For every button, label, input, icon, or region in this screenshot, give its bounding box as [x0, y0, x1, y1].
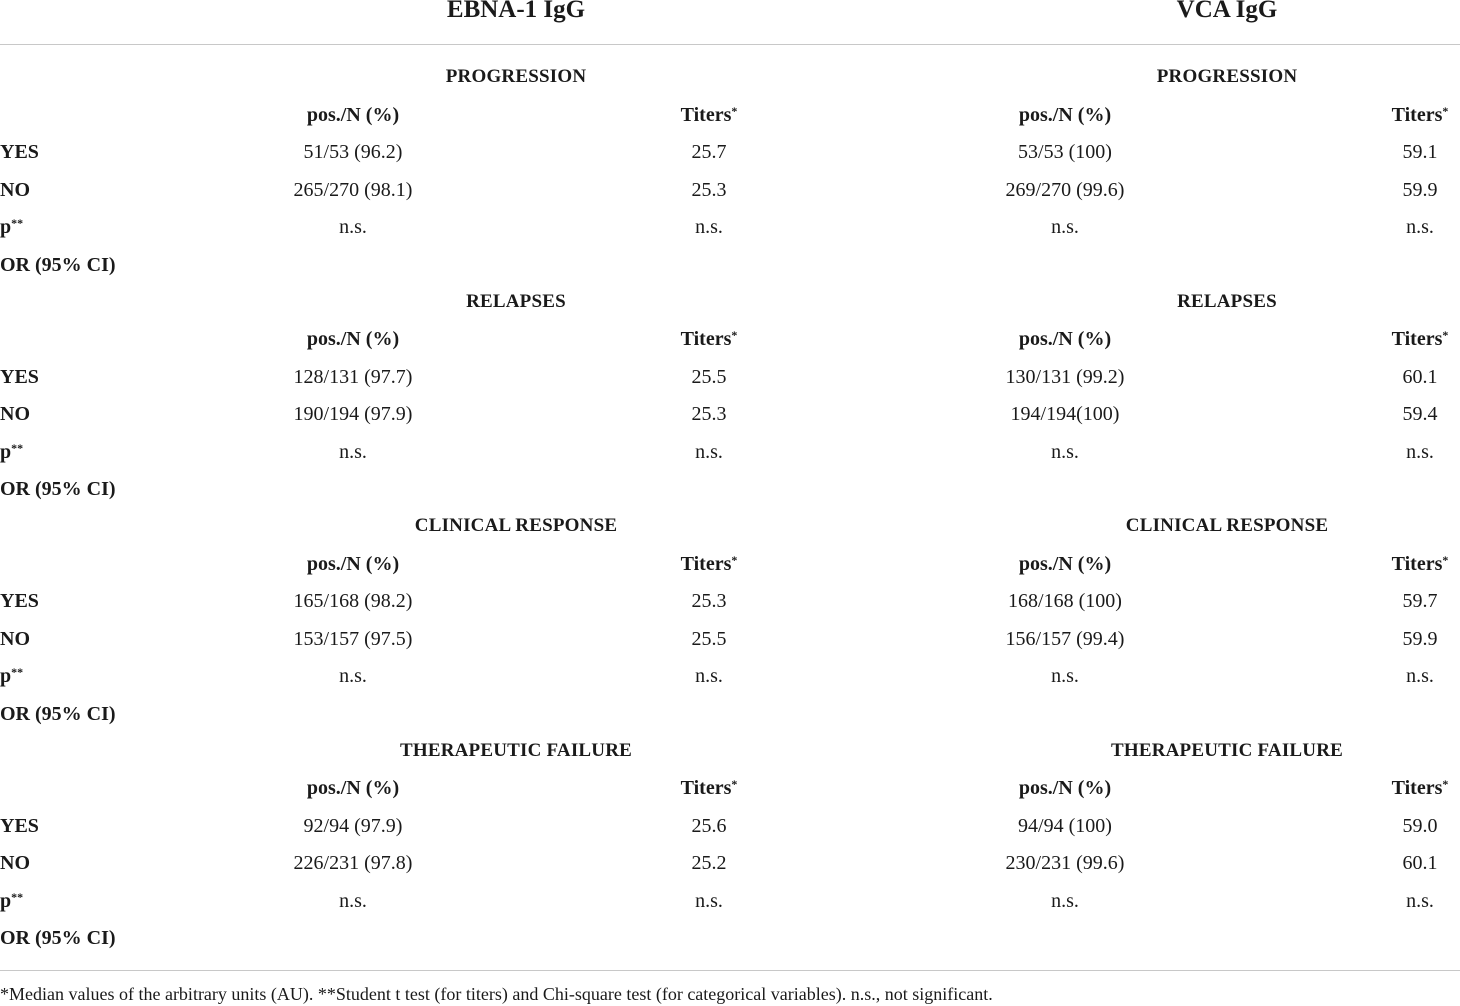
col-head-titers-vca	[1392, 326, 1449, 352]
top-rule	[0, 44, 1460, 45]
vca-titer-no: 59.9	[1402, 178, 1438, 201]
vca-titer-no: 59.9	[1402, 627, 1438, 650]
row-label-p-mark: **	[11, 665, 24, 679]
row-label-p	[0, 214, 23, 240]
ebna-titer-no: 25.2	[691, 852, 727, 874]
col-head-pos-ebna: pos./N (%)	[306, 103, 400, 126]
col-head-titers-vca-text: Titers	[1391, 777, 1443, 799]
ebna-pos-no: 153/157 (97.5)	[293, 627, 413, 650]
col-head-titers-vca-mark: *	[1442, 103, 1449, 118]
vca-titer-no: 59.4	[1402, 403, 1438, 425]
ebna-titer-p: n.s.	[695, 665, 723, 687]
ebna-titer-p: n.s.	[695, 440, 723, 463]
ebna-titer-p: n.s.	[695, 889, 723, 912]
row-label-yes: YES	[0, 365, 39, 388]
col-head-titers-vca-text: Titers	[1391, 103, 1443, 126]
vca-pos-yes: 53/53 (100)	[1018, 141, 1112, 163]
col-head-titers-ebna-text: Titers	[680, 103, 732, 126]
col-head-titers-vca-mark: *	[1442, 552, 1449, 567]
row-label-p-mark: **	[11, 440, 24, 455]
section-title-vca: THERAPEUTIC FAILURE	[1110, 739, 1344, 761]
col-head-titers-ebna-mark: *	[731, 552, 738, 567]
col-head-pos-vca: pos./N (%)	[1018, 328, 1112, 350]
ebna-pos-p: n.s.	[339, 440, 367, 463]
ebna-titer-yes: 25.7	[691, 141, 727, 163]
col-head-pos-ebna: pos./N (%)	[306, 328, 400, 350]
ebna-pos-p: n.s.	[339, 889, 367, 912]
row-label-yes: YES	[0, 141, 39, 163]
section-title-vca: PROGRESSION	[1156, 66, 1298, 87]
row-label-no: NO	[0, 178, 30, 201]
vca-pos-p: n.s.	[1051, 216, 1079, 238]
row-label-no: NO	[0, 403, 30, 425]
col-head-titers-ebna	[681, 102, 738, 128]
row-label-no: NO	[0, 627, 30, 650]
ebna-titer-no: 25.3	[691, 403, 727, 425]
col-head-titers-vca-mark: *	[1442, 328, 1449, 342]
vca-pos-no: 156/157 (99.4)	[1005, 627, 1125, 650]
vca-pos-p: n.s.	[1051, 440, 1079, 463]
vca-pos-no: 269/270 (99.6)	[1005, 178, 1125, 201]
section-title-ebna: RELAPSES	[466, 290, 566, 312]
ebna-pos-no: 265/270 (98.1)	[293, 178, 413, 201]
vca-pos-yes: 130/131 (99.2)	[1005, 365, 1125, 388]
section-title-vca: RELAPSES	[1177, 290, 1277, 312]
ebna-pos-yes: 165/168 (98.2)	[293, 590, 413, 612]
bottom-rule	[0, 970, 1460, 971]
col-head-titers-ebna-mark: *	[731, 103, 738, 118]
col-head-pos-vca: pos./N (%)	[1018, 777, 1112, 799]
col-head-pos-vca: pos./N (%)	[1018, 103, 1112, 126]
row-label-p-mark: **	[11, 889, 24, 904]
col-head-titers-vca-text: Titers	[1391, 552, 1443, 575]
col-head-titers-ebna	[681, 551, 738, 577]
footnote: *Median values of the arbitrary units (AU). **Student t test (for titers) and Chi-square test (for categorical variables). n.s., not significant.	[0, 984, 993, 1004]
vca-titer-yes: 59.7	[1402, 590, 1438, 612]
section-title-ebna: PROGRESSION	[445, 66, 587, 87]
col-head-titers-ebna-text: Titers	[680, 777, 732, 799]
vca-titer-p: n.s.	[1406, 889, 1434, 912]
ebna-titer-yes: 25.3	[691, 590, 727, 612]
row-label-p-text: p	[0, 440, 12, 463]
vca-pos-no: 194/194(100)	[1010, 403, 1120, 425]
col-head-titers-vca	[1392, 775, 1449, 801]
vca-column-header: VCA IgG	[1176, 0, 1278, 23]
ebna-titer-no: 25.3	[691, 178, 727, 201]
vca-titer-yes: 59.0	[1402, 814, 1438, 837]
row-label-no: NO	[0, 852, 30, 874]
vca-titer-no: 60.1	[1402, 852, 1438, 874]
vca-titer-yes: 59.1	[1402, 141, 1438, 163]
ebna-titer-yes: 25.5	[691, 365, 727, 388]
ebna-pos-p: n.s.	[339, 665, 367, 687]
col-head-titers-vca	[1392, 551, 1449, 577]
ebna-pos-yes: 92/94 (97.9)	[303, 814, 403, 837]
col-head-pos-ebna: pos./N (%)	[306, 552, 400, 575]
row-label-p-text: p	[0, 216, 12, 238]
row-label-p-text: p	[0, 889, 12, 912]
col-head-titers-ebna-mark: *	[731, 777, 738, 791]
vca-pos-no: 230/231 (99.6)	[1005, 852, 1125, 874]
ebna-column-header: EBNA-1 IgG	[446, 0, 586, 23]
vca-titer-yes: 60.1	[1402, 365, 1438, 388]
col-head-titers-ebna-mark: *	[731, 328, 738, 342]
vca-pos-p: n.s.	[1051, 889, 1079, 912]
ebna-titer-yes: 25.6	[691, 814, 727, 837]
col-head-titers-ebna-text: Titers	[680, 552, 732, 575]
col-head-titers-vca	[1392, 102, 1449, 128]
vca-pos-p: n.s.	[1051, 665, 1079, 687]
vca-titer-p: n.s.	[1406, 216, 1434, 238]
row-label-or: OR (95% CI)	[0, 478, 116, 500]
vca-titer-p: n.s.	[1406, 440, 1434, 463]
ebna-titer-p: n.s.	[695, 216, 723, 238]
row-label-p	[0, 663, 23, 689]
vca-pos-yes: 94/94 (100)	[1018, 814, 1112, 837]
ebna-pos-no: 226/231 (97.8)	[293, 852, 413, 874]
col-head-pos-ebna: pos./N (%)	[306, 777, 400, 799]
vca-pos-yes: 168/168 (100)	[1008, 590, 1122, 612]
row-label-p	[0, 439, 23, 465]
col-head-pos-vca: pos./N (%)	[1018, 552, 1112, 575]
col-head-titers-vca-text: Titers	[1391, 328, 1443, 350]
ebna-pos-yes: 128/131 (97.7)	[293, 365, 413, 388]
section-title-ebna: CLINICAL RESPONSE	[414, 515, 618, 536]
row-label-or: OR (95% CI)	[0, 253, 116, 276]
ebna-pos-yes: 51/53 (96.2)	[303, 141, 403, 163]
ebna-titer-no: 25.5	[691, 627, 727, 650]
col-head-titers-ebna	[681, 775, 738, 801]
ebna-pos-no: 190/194 (97.9)	[293, 403, 413, 425]
row-label-or: OR (95% CI)	[0, 927, 116, 949]
ebna-pos-p: n.s.	[339, 216, 367, 238]
col-head-titers-vca-mark: *	[1442, 777, 1449, 791]
col-head-titers-ebna	[681, 326, 738, 352]
row-label-yes: YES	[0, 814, 39, 837]
row-label-or: OR (95% CI)	[0, 702, 116, 725]
row-label-p-text: p	[0, 665, 12, 687]
row-label-p	[0, 888, 23, 914]
vca-titer-p: n.s.	[1406, 665, 1434, 687]
row-label-p-mark: **	[11, 216, 24, 230]
section-title-ebna: THERAPEUTIC FAILURE	[399, 739, 633, 761]
col-head-titers-ebna-text: Titers	[680, 328, 732, 350]
section-title-vca: CLINICAL RESPONSE	[1125, 515, 1329, 536]
row-label-yes: YES	[0, 590, 39, 612]
